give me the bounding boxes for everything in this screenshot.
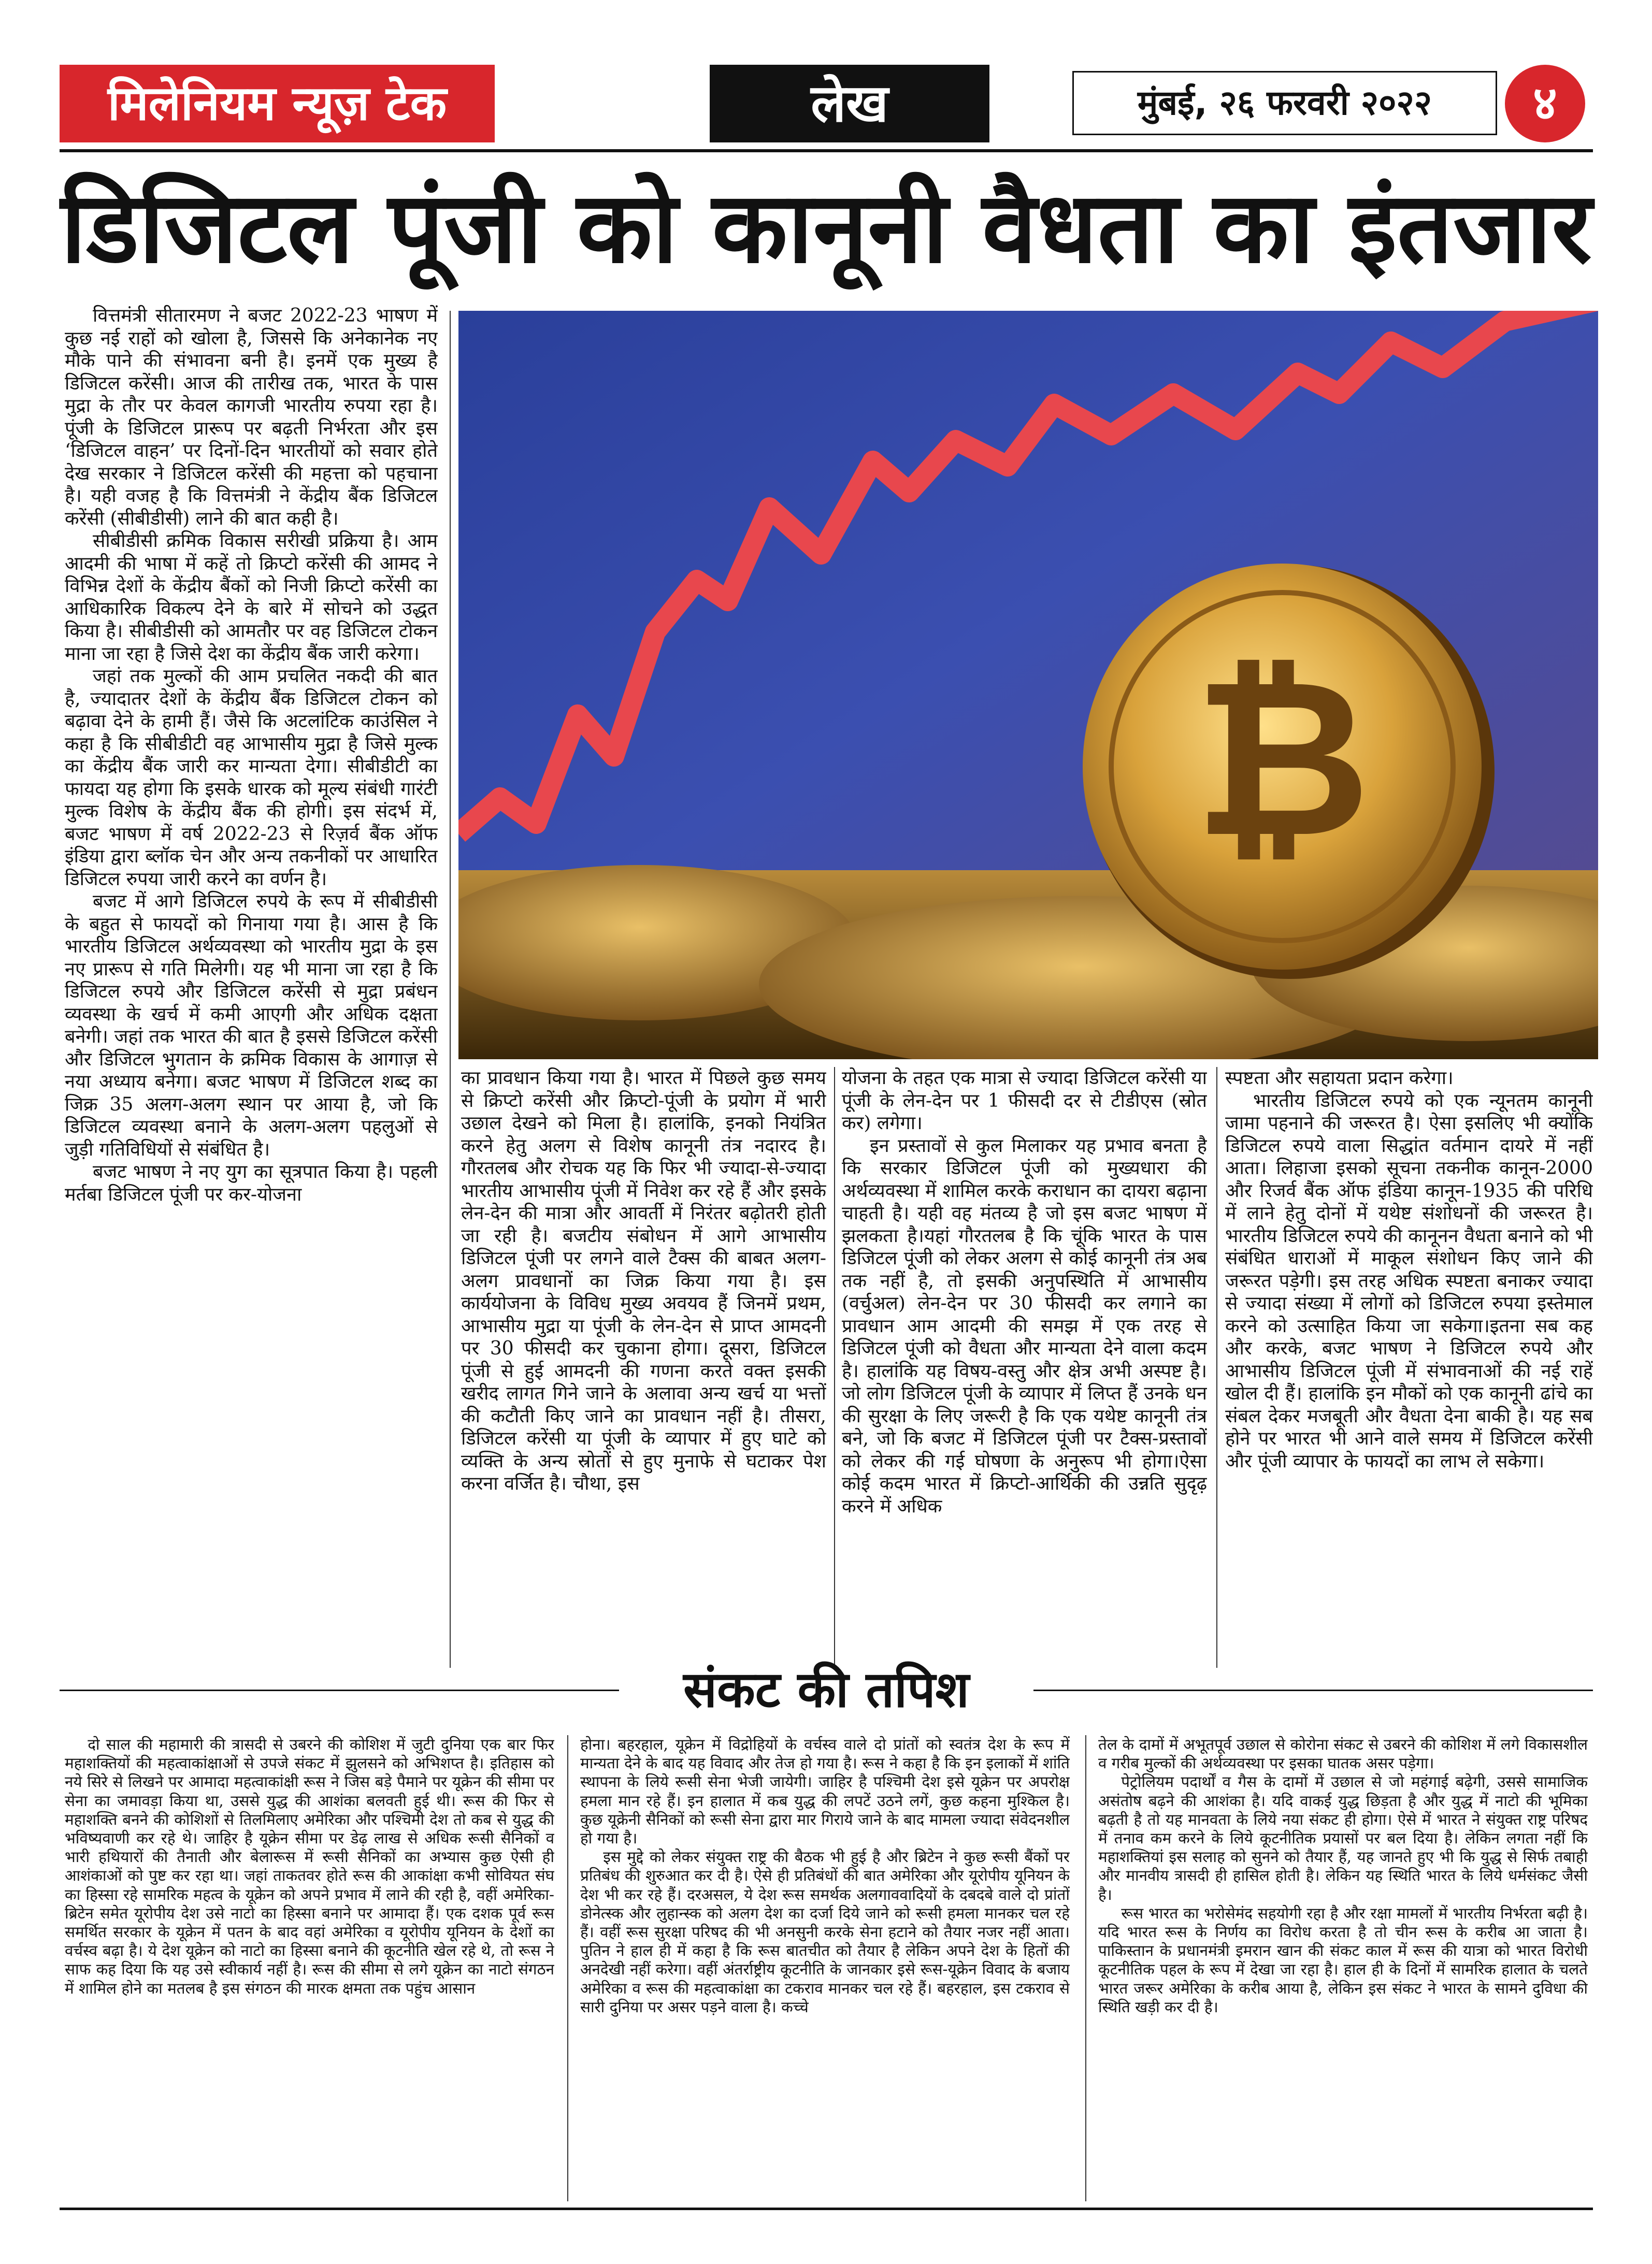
article-column-4 xyxy=(1225,1067,1593,1668)
paragraph: इन प्रस्तावों से कुल मिलाकर यह प्रभाव बनता है कि सरकार डिजिटल पूंजी को मुख्यधारा की अर्थव्यवस्था में शामिल करके कराधान का दायरा बढ़ाना चाहती है। यही वह मंतव्य है जो इस बजट भाषण में झलकता है।यहां गौरतलब है कि चूंकि भारत के पास डिजिटल पूंजी को लेकर अलग से कोई कानूनी तंत्र अब तक नहीं है, तो इसकी अनुपस्थिति में आभासीय (वर्चुअल) लेन-देन पर 30 फीसदी कर लगाने का प्रावधान आम आदमी की समझ में एक तरह से डिजिटल पूंजी को वैधता और मान्यता देने वाला कदम है। हालांकि यह विषय-वस्तु और क्षेत्र अभी अस्पष्ट है। जो लोग डिजिटल पूंजी के व्यापार में लिप्त हैं उनके धन की सुरक्षा के लिए जरूरी है कि एक यथेष्ट कानूनी तंत्र बने, जो कि बजट में डिजिटल पूंजी पर टैक्स-प्रस्तावों को लेकर की गई घोषणा के अनुरूप भी होगा।ऐसा कोई कदम भारत में क्रिप्टो-आर्थिकी की उन्नति सुदृढ़ करने में अधिक xyxy=(842,1135,1207,1517)
divider xyxy=(60,1690,619,1691)
newspaper-brand: मिलेनियम न्यूज़ टेक xyxy=(60,65,495,142)
article-column-3 xyxy=(842,1067,1207,1668)
section-label: लेख xyxy=(710,65,989,142)
column-divider xyxy=(1085,1735,1086,2201)
paragraph: स्पष्टता और सहायता प्रदान करेगा। xyxy=(1225,1068,1454,1089)
article-column-2 xyxy=(461,1067,826,1668)
article-column-1 xyxy=(65,305,438,1667)
paragraph: सीबीडीसी क्रमिक विकास सरीखी प्रक्रिया है। आम आदमी की भाषा में कहें तो क्रिप्टो करेंसी की आमद ने विभिन्न देशों के केंद्रीय बैंकों को निजी क्रिप्टो करेंसी का आधिकारिक विकल्प देने के बारे में सोचने को उद्धत किया है। सीबीडीसी को आमतौर पर वह डिजिटल टोकन माना जा रहा है जिसे देश का केंद्रीय बैंक जारी करेगा। xyxy=(65,530,438,665)
masthead xyxy=(60,65,1593,145)
paragraph: का प्रावधान किया गया है। भारत में पिछले कुछ समय से क्रिप्टो करेंसी और क्रिप्टो-पूंजी के प्रयोग में भारी उछाल देखने को मिला है। हालांकि, इनको नियंत्रित करने हेतु अलग से विशेष कानूनी तंत्र नदारद है। गौरतलब और रोचक यह कि फिर भी ज्यादा-से-ज्यादा भारतीय आभासीय पूंजी में निवेश कर रहे हैं और इसके लेन-देन की मात्रा और आवर्ती में निरंतर बढ़ोतरी होती जा रही है। बजटीय संबोधन में आगे आभासीय डिजिटल पूंजी पर लगने वाले टैक्स की बाबत अलग-अलग प्रावधानों का जिक्र किया गया है। इस कार्ययोजना के विविध मुख्य अवयव हैं जिनमें प्रथम, आभासीय मुद्रा या पूंजी के लेन-देन से प्राप्त आमदनी पर 30 फीसदी कर चुकाना होगा। दूसरा, डिजिटल पूंजी से हुई आमदनी की गणना करते वक्त इसकी खरीद लागत गिने जाने के अलावा अन्य खर्च या भत्तों की कटौती किए जाने का प्रावधान नहीं है। तीसरा, डिजिटल करेंसी या पूंजी के व्यापार में हुए घाटे को व्यक्ति के अन्य स्रोतों से हुए मुनाफे से घटाकर पेश करना वर्जित है। चौथा, इस xyxy=(461,1068,826,1494)
column-divider xyxy=(1216,1067,1217,1668)
column-divider xyxy=(567,1735,568,2201)
page-number: ४ xyxy=(1505,65,1585,142)
column-divider xyxy=(834,1067,835,1668)
paragraph: इस मुद्दे को लेकर संयुक्त राष्ट्र की बैठक भी हुई है और ब्रिटेन ने कुछ रूसी बैंकों पर प्रतिबंध की शुरुआत कर दी है। ऐसे ही प्रतिबंधों की बात अमेरिका और यूरोपीय यूनियन के देश भी कर रहे हैं। दरअसल, ये देश रूस समर्थक अलगाववादियों के दबदबे वाले दो प्रांतों डोनेत्स्क और लुहान्स्क को अलग देश का दर्जा दिये जाने को रूसी हमला मानकर चल रहे हैं। वहीं रूस सुरक्षा परिषद की भी अनसुनी करके सेना हटाने को तैयार नजर नहीं आता। पुतिन ने हाल ही में कहा है कि रूस बातचीत को तैयार है लेकिन अपने देश के हितों की अनदेखी नहीं करेगा। वहीं अंतर्राष्ट्रीय कूटनीति के जानकार इसे रूस-यूक्रेन विवाद के बजाय अमेरिका व रूस की महत्वाकांक्षा का टकराव मानकर चल रहे हैं। बहरहाल, इस टकराव से सारी दुनिया पर असर पड़ने वाला है। कच्चे xyxy=(580,1848,1070,2016)
column-divider xyxy=(450,311,451,1668)
paragraph: बजट भाषण ने नए युग का सूत्रपात किया है। पहली मर्तबा डिजिटल पूंजी पर कर-योजना xyxy=(65,1161,438,1205)
paragraph: बजट में आगे डिजिटल रुपये के रूप में सीबीडीसी के बहुत से फायदों को गिनाया गया है। आस है कि भारतीय डिजिटल अर्थव्यवस्था को भारतीय मुद्रा के इस नए प्रारूप से गति मिलेगी। यह भी माना जा रहा है कि डिजिटल रुपये और डिजिटल करेंसी से मुद्रा प्रबंधन व्यवस्था के खर्च में कमी आएगी और अधिक दक्षता बनेगी। जहां तक भारत की बात है इससे डिजिटल करेंसी और डिजिटल भुगतान के क्रमिक विकास के आगाज़ से नया अध्याय बनेगा। बजट भाषण में डिजिटल शब्द का जिक्र 35 अलग-अलग स्थान पर आया है, जो कि डिजिटल व्यवस्था बनाने के अलग-अलग पहलुओं से जुड़ी गतिविधियों से संबंधित है। xyxy=(65,891,438,1160)
footer-rule xyxy=(60,2208,1593,2210)
paragraph: रूस भारत का भरोसेमंद सहयोगी रहा है और रक्षा मामलों में भारतीय निर्भरता बढ़ी है। यदि भारत रूस के निर्णय का विरोध करता है तो चीन रूस के करीब आ जाता है। पाकिस्तान के प्रधानमंत्री इमरान खान की संकट काल में रूस की यात्रा को भारत विरोधी कूटनीतिक पहल के रूप में देखा जा रहा है। हाल ही के दिनों में सामरिक हालात के चलते भारत जरूर अमेरिका के करीब आया है, लेकिन इस संकट ने भारत के सामने दुविधा की स्थिति खड़ी कर दी है। xyxy=(1098,1904,1588,2016)
paragraph: पेट्रोलियम पदार्थों व गैस के दामों में उछाल से जो महंगाई बढ़ेगी, उससे सामाजिक असंतोष बढ़ने की आशंका है। यदि वाकई युद्ध छिड़ता है और युद्ध में नाटो की भूमिका बढ़ती है तो यह मानवता के लिये नया संकट ही होगा। ऐसे में भारत ने संयुक्त राष्ट्र परिषद में तनाव कम करने के लिये कूटनीतिक प्रयासों पर बल दिया है। लेकिन लगता नहीं कि महाशक्तियां इस सलाह को सुनने को तैयार हैं, यह जानते हुए भी कि युद्ध से सिर्फ तबाही और मानवीय त्रासदी ही हासिल होती है। लेकिन यह स्थिति भारत के लिये धर्मसंकट जैसी है। xyxy=(1098,1773,1588,1904)
divider xyxy=(1033,1690,1593,1691)
paragraph: जहां तक मुल्कों की आम प्रचलित नकदी की बात है, ज्यादातर देशों के केंद्रीय बैंक डिजिटल टोकन को बढ़ावा देने के हामी हैं। जैसे कि अटलांटिक काउंसिल ने कहा है कि सीबीडीटी वह आभासीय मुद्रा है जिसे मुल्क का केंद्रीय बैंक जारी कर मान्यता देगा। सीबीडीटी का फायदा यह होगा कि इसके धारक को मूल्य संबंधी गारंटी मुल्क विशेष के केंद्रीय बैंक की होगी। इस संदर्भ में, बजट भाषण में वर्ष 2022-23 से रिज़र्व बैंक ऑफ इंडिया द्वारा ब्लॉक चेन और अन्य तकनीकों पर आधारित डिजिटल रुपया जारी करने का वर्णन है। xyxy=(65,666,438,890)
paragraph: योजना के तहत एक मात्रा से ज्यादा डिजिटल करेंसी या पूंजी के लेन-देन पर 1 फीसदी दर से टीडीएस (स्रोत कर) लगेगा। xyxy=(842,1068,1207,1134)
editorial-column-2 xyxy=(580,1735,1070,2201)
bitcoin-photo xyxy=(458,311,1598,1059)
paragraph: दो साल की महामारी की त्रासदी से उबरने की कोशिश में जुटी दुनिया एक बार फिर महाशक्तियों की महत्वाकांक्षाओं से उपजे संकट में झुलसने को अभिशप्त है। इतिहास को नये सिरे से लिखने पर आमादा महत्वाकांक्षी रूस ने जिस बड़े पैमाने पर यूक्रेन की सीमा पर सेना का जमावड़ा किया था, उससे युद्ध की आशंका बलवती हुई थी। रूस की फिर से महाशक्ति बनने की कोशिशों से तिलमिलाए अमेरिका और पश्चिमी देश तो कब से युद्ध की भविष्यवाणी कर रहे थे। जाहिर है यूक्रेन सीमा पर डेढ़ लाख से अधिक रूसी सैनिकों व भारी हथियारों की तैनाती और बेलारूस में रूसी सैनिकों का अभ्यास कुछ ऐसी ही आशंकाओं को पुष्ट कर रहा था। जहां ताकतवर होते रूस की आकांक्षा कभी सोवियत संघ का हिस्सा रहे सामरिक महत्व के यूक्रेन को अपने प्रभाव में लाने की रही है, वहीं अमेरिका-ब्रिटेन समेत यूरोपीय देश उसे नाटो का हिस्सा बनाने पर आमादा हैं। एक दशक पूर्व रूस समर्थित सरकार के यूक्रेन में पतन के बाद वहां अमेरिका व यूरोपीय यूनियन के देशों का वर्चस्व बढ़ा है। ये देश यूक्रेन को नाटो का हिस्सा बनाने की कूटनीति खेल रहे थे, तो रूस ने साफ कह दिया कि यह उसे स्वीकार्य नहीं है। रूस की सीमा से लगे यूक्रेन का नाटो संगठन में शामिल होने का मतलब है इस संगठन की मारक क्षमता तक पहुंच आसान xyxy=(65,1736,554,1997)
paragraph: तेल के दामों में अभूतपूर्व उछाल से कोरोना संकट से उबरने की कोशिश में लगे विकासशील व गरीब मुल्कों की अर्थव्यवस्था पर इसका घातक असर पड़ेगा। xyxy=(1098,1736,1588,1772)
editorial-column-3 xyxy=(1098,1735,1588,2201)
masthead-rule xyxy=(60,149,1593,152)
paragraph: भारतीय डिजिटल रुपये को एक न्यूनतम कानूनी जामा पहनाने की जरूरत है। ऐसा इसलिए भी क्योंकि डिजिटल रुपये वाला सिद्धांत वर्तमान दायरे में नहीं आता। लिहाजा इसको सूचना तकनीक कानून-2000 और रिजर्व बैंक ऑफ इंडिया कानून-1935 की परिधि में लाने हेतु दोनों में यथेष्ट संशोधनों की जरूरत है। भारतीय डिजिटल रुपये की कानूनन वैधता बनाने को भी संबंधित धाराओं में माकूल संशोधन किए जाने की जरूरत पड़ेगी। इस तरह अधिक स्पष्टता बनाकर ज्यादा से ज्यादा संख्या में लोगों को डिजिटल रुपया इस्तेमाल करने को उत्साहित किया जा सकेगा।इतना सब कह और करके, बजट भाषण ने डिजिटल रुपये और आभासीय डिजिटल पूंजी में संभावनाओं की नई राहें खोल दी हैं। हालांकि इन मौकों को एक कानूनी ढांचे का संबल देकर मजबूती और वैधता देना बाकी है। यह सब होने पर भारत भी आने वाले समय में डिजिटल करेंसी और पूंजी व्यापार के फायदों का लाभ ले सकेगा। xyxy=(1225,1090,1593,1472)
paragraph: वित्तमंत्री सीतारमण ने बजट 2022-23 भाषण में कुछ नई राहों को खोला है, जिससे कि अनेकानेक नए मौके पाने की संभावना बनी है। इनमें एक मुख्य है डिजिटल करेंसी। आज की तारीख तक, भारत के पास मुद्रा के तौर पर केवल कागजी भारतीय रुपया रहा है। पूंजी के डिजिटल प्रारूप पर बढ़ती निर्भरता और इस ‘डिजिटल वाहन’ पर दिनों-दिन भारतीयों को सवार होते देख सरकार ने डिजिटल करेंसी की महत्ता को पहचाना है। यही वजह है कि वित्तमंत्री ने केंद्रीय बैंक डिजिटल करेंसी (सीबीडीसी) लाने की बात कही है। xyxy=(65,305,438,529)
headline: डिजिटल पूंजी को कानूनी वैधता का इंतजार xyxy=(61,170,1592,285)
editorial-headline: संकट की तपिश xyxy=(683,1661,969,1719)
dateline: मुंबई, २६ फरवरी २०२२ xyxy=(1072,71,1497,135)
paragraph: होना। बहरहाल, यूक्रेन में विद्रोहियों के वर्चस्व वाले दो प्रांतों को स्वतंत्र देश के रूप में मान्यता देने के बाद यह विवाद और तेज हो गया है। रूस ने कहा है कि इन इलाकों में शांति स्थापना के लिये रूसी सेना भेजी जायेगी। जाहिर है पश्चिमी देश इसे यूक्रेन पर अपरोक्ष हमला मान रहे हैं। इन हालात में कब युद्ध की लपटें उठने लगें, कुछ कहना मुश्किल है। कुछ यूक्रेनी सैनिकों को रूसी सेना द्वारा मार गिराये जाने के बाद मामला ज्यादा संवेदनशील हो गया है। xyxy=(580,1736,1070,1848)
bitcoin-symbol-icon: ₿ xyxy=(1193,632,1371,886)
bitcoin-illustration xyxy=(458,311,1598,1059)
editorial-column-1 xyxy=(65,1735,554,2201)
